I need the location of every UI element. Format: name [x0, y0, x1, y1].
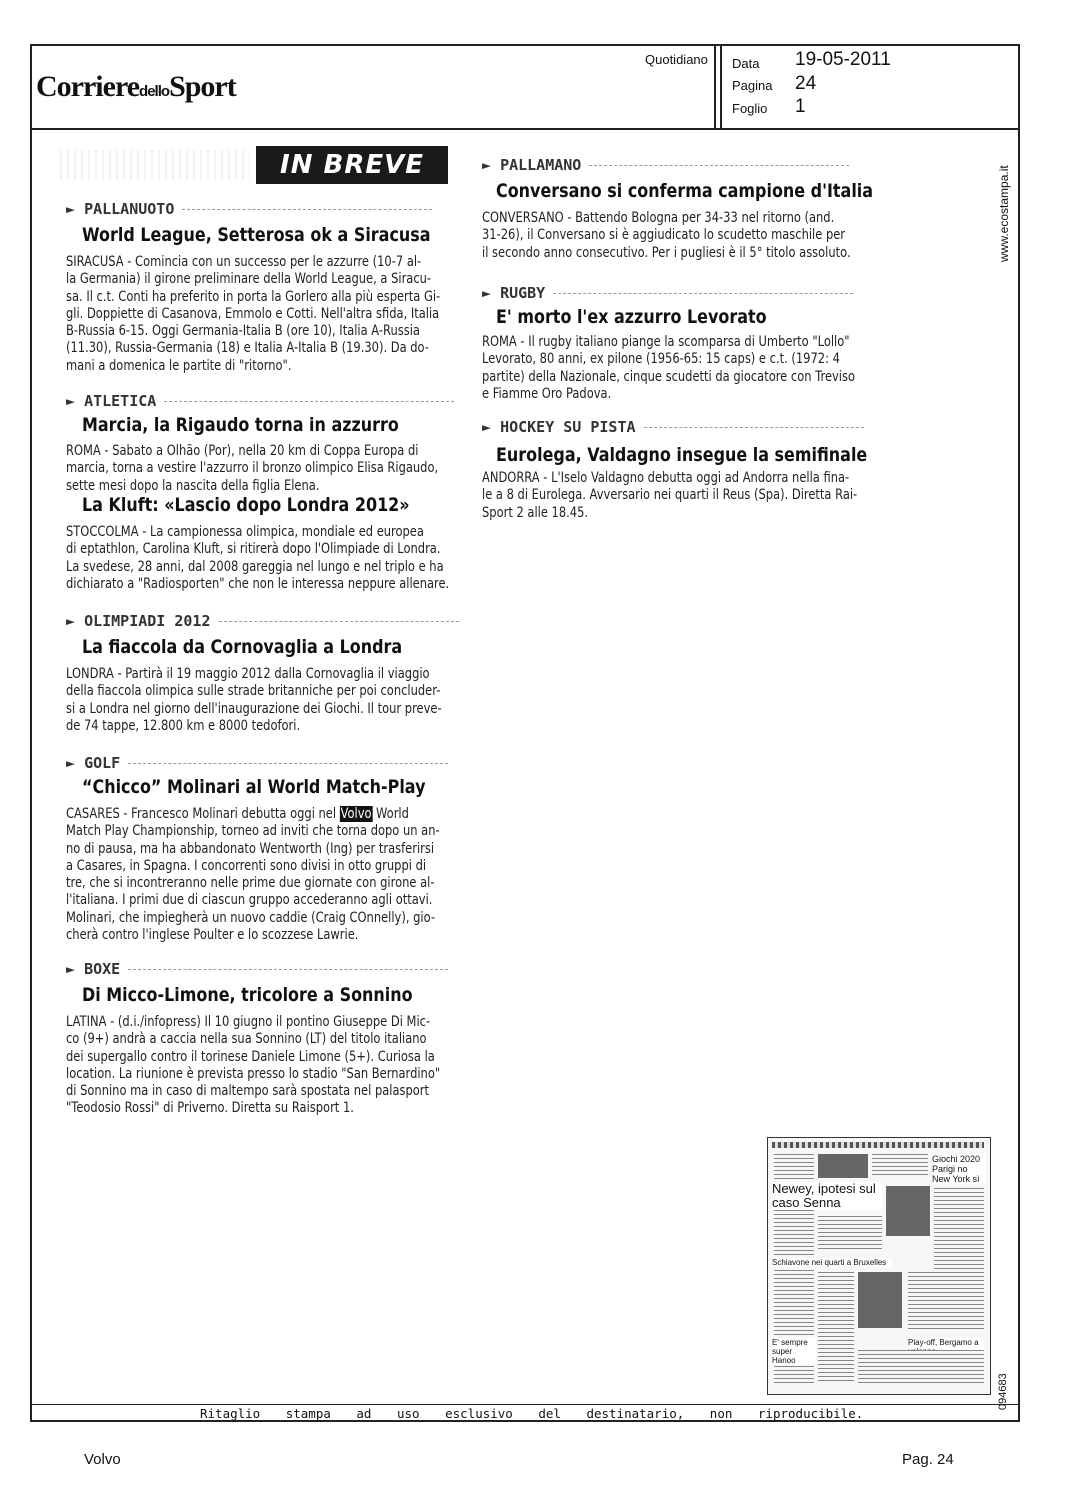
text-line: mani a domenica le partite di "ritorno". [66, 357, 292, 374]
thumb-column [818, 1272, 854, 1382]
thumb-strip: Schiavone nei quarti a Bruxelles [772, 1258, 892, 1267]
text-line: LONDRA - Partirà il 19 maggio 2012 dalla Cornovaglia il viaggio [66, 666, 430, 682]
text-line: a Casares, in Spagna. I concorrenti sono divisi in otto gruppi di [66, 857, 427, 874]
text-line: cherà contro l'inglese Poulter e lo scozzese Lawrie. [66, 927, 359, 944]
text-line: della fiaccola olimpica sulle strade britanniche per poi concluder- [66, 683, 441, 700]
text-line: "Teodosio Rossi" di Priverno. Diretta su Raisport 1. [66, 1100, 354, 1117]
body-olimpiadi [66, 666, 450, 735]
text-line: ANDORRA - L'Iselo Valdagno debutta oggi ad Andorra nella fina- [482, 470, 850, 486]
text-line: CONVERSANO - Battendo Bologna per 34-33 nel ritorno (and. [482, 210, 835, 226]
thumb-header [772, 1142, 984, 1148]
body-atletica [66, 443, 450, 495]
text-line: le a 8 di Eurolega. Avversario nei quarti il Reus (Spa). Diretta Rai- [482, 487, 858, 504]
headline-boxe: Di Micco-Limone, tricolore a Sonnino [82, 984, 413, 1006]
body-golf [66, 806, 450, 944]
text-line: si a Londra nel giorno dell'inaugurazione dei Giochi. Il tour preve- [66, 700, 442, 717]
text-line: La svedese, 28 anni, dal 2008 gareggia nel lungo e nel triplo e ha [66, 558, 444, 575]
text-line: no di pausa, ma ha abbandonato Wentworth (Ing) per trasferirsi [66, 840, 435, 857]
category-boxe: ► BOXE [66, 960, 448, 978]
thumb-photo [858, 1272, 902, 1328]
text-line: di Sonnino ma in caso di maltempo sarà spostata nel palasport [66, 1083, 430, 1100]
thumb-photo [886, 1186, 930, 1236]
headline-rugby: E' morto l'ex azzurro Levorato [496, 306, 767, 328]
thumb-strip: Play-off, Bergamo a [908, 1338, 984, 1356]
body-pallanuoto [66, 254, 450, 375]
body-hockey [482, 470, 863, 522]
headline-kluft: La Kluft: «Lascio dopo Londra 2012» [82, 494, 410, 516]
text-line: Match Play Championship, torneo ad inviti che torna dopo un an- [66, 823, 440, 840]
headline-atletica: Marcia, la Rigaudo torna in azzurro [82, 414, 399, 436]
text-line: CASARES - Francesco Molinari debutta oggi nel Volvo World [66, 806, 409, 822]
page-number: Pag. 24 [902, 1451, 954, 1468]
data-label: Data [732, 56, 760, 71]
text-line: LATINA - (d.i./infopress) Il 10 giugno il pontino Giuseppe Di Mic- [66, 1014, 431, 1030]
text-line: Levorato, 80 anni, ex pilone (1956-65: 15 caps) e c.t. (1972: 4 [482, 351, 840, 368]
text-line: gli. Doppiette di Casanova, Emmolo e Cotti. Nell'altra sfida, Italia [66, 305, 440, 322]
body-pallamano [482, 210, 863, 262]
divider [714, 44, 716, 130]
headline-pallamano: Conversano si conferma campione d'Italia [496, 180, 874, 202]
foglio-label: Foglio [732, 101, 768, 116]
text-line: marcia, torna a vestire l'azzurro il bronzo olimpico Elisa Rigaudo, [66, 460, 439, 477]
client-name: Volvo [84, 1451, 121, 1468]
category-pallamano: ► PALLAMANO [482, 156, 849, 174]
text-line: Sport 2 alle 18.45. [482, 504, 589, 521]
text-line: sette mesi dopo la nascita della figlia Elena. [66, 477, 320, 494]
category-rugby: ► RUGBY [482, 284, 853, 302]
text-line: dichiarato a "Radiosporten" che non le interessa neppure allenare. [66, 575, 450, 592]
thumb-photo [818, 1154, 868, 1178]
text-line: di eptathlon, Carolina Kluft, si ritirerà dopo l'Olimpiade di Londra. [66, 541, 441, 558]
text-line: (11.30), Russia-Germania (18) e Italia A-Italia B (19.30). Da do- [66, 340, 429, 357]
disclaimer: Ritaglio stampa ad uso esclusivo del destinatario, non riproducibile. [200, 1406, 864, 1421]
scan-smudge [60, 150, 250, 180]
headline-hockey: Eurolega, Valdagno insegue la semifinale [496, 444, 868, 466]
thumb-column [858, 1350, 984, 1386]
thumb-column [908, 1272, 984, 1332]
text-line: 31-26), il Conversano si è aggiudicato lo scudetto maschile per [482, 227, 846, 244]
volvo-highlight: Volvo [340, 806, 372, 822]
pagina-value: 24 [795, 73, 817, 94]
text-line: e Fiamme Oro Padova. [482, 385, 612, 402]
side-code: 094683 [997, 1373, 1009, 1410]
text-line: l'italiana. I primi due di ciascun gruppo accederanno agli ottavi. [66, 892, 433, 909]
body-kluft [66, 524, 450, 593]
foglio-value: 1 [795, 96, 806, 117]
text-line: dei supergallo contro il torinese Daniele Limone (5+). Curiosa la [66, 1048, 435, 1065]
footer-rule [30, 1404, 1020, 1405]
thumb-column [872, 1154, 928, 1178]
text-line: la Germania) il girone preliminare della World League, a Siracu- [66, 271, 432, 288]
text-line: STOCCOLMA - La campionessa olimpica, mondiale ed europea [66, 524, 424, 540]
category-golf: ► GOLF [66, 754, 448, 772]
thumb-strip: E' sempre super Hanoo [772, 1338, 816, 1365]
category-pallanuoto: ► PALLANUOTO [66, 200, 432, 218]
thumb-headline: Newey, ipotesi sul caso Senna [772, 1182, 882, 1210]
side-url: www.ecostampa.it [997, 165, 1011, 262]
category-hockey: ► HOCKEY SU PISTA [482, 418, 864, 436]
page-thumbnail [767, 1137, 991, 1395]
thumb-column [818, 1216, 882, 1252]
text-line: ROMA - Il rugby italiano piange la scomparsa di Umberto "Lollo" [482, 334, 850, 350]
text-line: location. La riunione è prevista presso lo stadio "San Bernardino" [66, 1065, 441, 1082]
in-breve-banner: IN BREVE [256, 146, 448, 184]
text-line: il secondo anno consecutivo. Per i pugliesi è il 5° titolo assoluto. [482, 244, 851, 261]
text-line: de 74 tappe, 12.800 km e 8000 tedofori. [66, 717, 301, 734]
data-value: 19-05-2011 [795, 49, 891, 70]
headline-golf: “Chicco” Molinari al World Match-Play [82, 776, 426, 798]
text-line: sa. Il c.t. Conti ha preferito in porta la Gorlero alla più esperta Gi- [66, 288, 441, 305]
text-line: tre, che si incontreranno nelle prime due giornate con girone al- [66, 875, 435, 892]
text-line: co (9+) andrà a caccia nella sua Sonnino (LT) del titolo italiano [66, 1031, 427, 1048]
text-line: B-Russia 6-15. Oggi Germania-Italia B (ore 10), Italia A-Russia [66, 323, 420, 340]
divider [720, 44, 722, 130]
headline-pallanuoto: World League, Setterosa ok a Siracusa [82, 224, 431, 246]
headline-olimpiadi: La fiaccola da Cornovaglia a Londra [82, 636, 403, 658]
thumb-side-headline: Giochi 2020 Parigi no New York sì [932, 1154, 986, 1184]
body-boxe [66, 1014, 450, 1118]
category-olimpiadi: ► OLIMPIADI 2012 [66, 612, 459, 630]
pagina-label: Pagina [732, 78, 773, 93]
text-line: ROMA - Sabato a Olhão (Por), nella 20 km di Coppa Europa di [66, 443, 419, 459]
publication-type: Quotidiano [645, 52, 708, 67]
category-atletica: ► ATLETICA [66, 392, 454, 410]
text-line: SIRACUSA - Comincia con un successo per le azzurre (10-7 al- [66, 254, 422, 270]
text-line: partite) della Nazionale, cinque scudetti da giocatore con Treviso [482, 368, 856, 385]
body-rugby [482, 334, 863, 403]
newspaper-logo: CorrieredelloSport [36, 70, 236, 103]
text-line: Molinari, che impiegherà un nuovo caddie (Craig COnnelly), gio- [66, 909, 435, 926]
